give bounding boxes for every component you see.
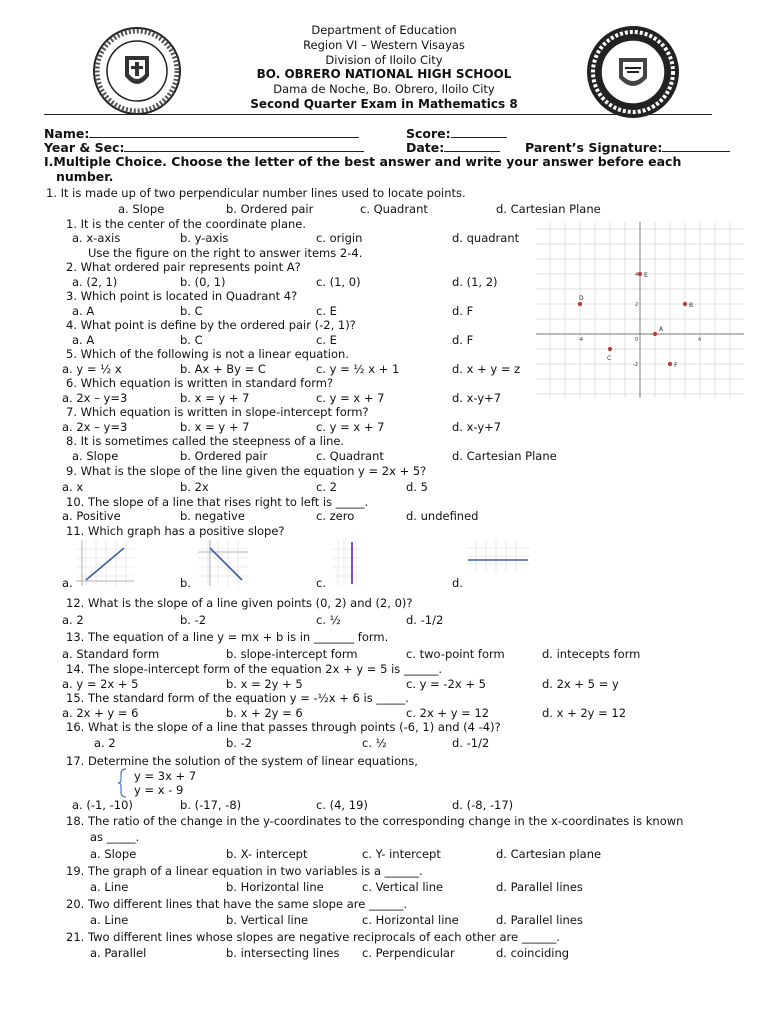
point-label-e: E xyxy=(644,272,648,279)
question-stem-continued: as _____. xyxy=(90,830,140,844)
division-name: Division of Iloilo City xyxy=(325,53,443,67)
choice-a: a. x-axis xyxy=(72,231,121,245)
instructions-line2: number. xyxy=(56,169,114,184)
question-stem: 15. The standard form of the equation y = -½x + 6 is _____. xyxy=(66,691,409,705)
region-name: Region VI – Western Visayas xyxy=(303,38,465,52)
choice-d: d. F xyxy=(452,304,474,318)
coordinate-plane-figure xyxy=(536,222,744,398)
parent-signature-field[interactable] xyxy=(525,140,730,155)
choice-b: b. C xyxy=(180,304,203,318)
choice-c: c. Vertical line xyxy=(362,880,444,894)
y-tick-label: 4 xyxy=(635,272,639,278)
choice-b: b. Ax + By = C xyxy=(180,362,266,376)
choice-a: a. (2, 1) xyxy=(72,275,118,289)
point-label-c: C xyxy=(607,355,612,362)
choice-a: a. 2x – y=3 xyxy=(62,391,128,405)
point-c xyxy=(608,347,612,351)
point-e xyxy=(638,272,642,276)
choice-a: a. 2x + y = 6 xyxy=(62,706,139,720)
question-stem: 17. Determine the solution of the system of linear equations, xyxy=(66,754,418,768)
question-stem: 19. The graph of a linear equation in two variables is a ______. xyxy=(66,864,423,878)
choice-d: d. F xyxy=(452,333,474,347)
question-stem: 14. The slope-intercept form of the equation 2x + y = 5 is ______. xyxy=(66,662,443,676)
question-stem: 4. What point is define by the ordered pair (-2, 1)? xyxy=(66,318,356,332)
question-stem: 6. Which equation is written in standard form? xyxy=(66,376,334,390)
choice-a: a. Slope xyxy=(90,847,137,861)
choice-d: d. x-y+7 xyxy=(452,420,502,434)
choice-a: a. A xyxy=(72,333,95,347)
figure-instruction: Use the figure on the right to answer items 2-4. xyxy=(88,246,363,260)
question-stem: 8. It is sometimes called the steepness of a line. xyxy=(66,434,345,448)
choice-c: c. 2 xyxy=(316,480,337,494)
question-stem: 20. Two different lines that have the same slope are ______. xyxy=(66,897,408,911)
choice-b: b. Vertical line xyxy=(226,913,309,927)
school-name: BO. OBRERO NATIONAL HIGH SCHOOL xyxy=(256,67,512,81)
choice-c: c. (1, 0) xyxy=(316,275,361,289)
x-tick-label: -4 xyxy=(578,337,583,343)
origin-label: 0 xyxy=(635,337,639,343)
choice-b: b. 2x xyxy=(180,480,209,494)
choice-b: b. Ordered pair xyxy=(180,449,268,463)
parent-signature-label: Parent’s Signature: xyxy=(525,140,663,155)
choice-a: a. xyxy=(62,576,73,590)
choice-b: b. xyxy=(180,576,191,590)
choice-b: b. (-17, -8) xyxy=(180,798,242,812)
choice-d: d. 5 xyxy=(406,480,428,494)
choice-d: d. quadrant xyxy=(452,231,520,245)
choice-c: c. Perpendicular xyxy=(362,946,455,960)
choice-d: d. Cartesian plane xyxy=(496,847,602,861)
choice-c: c. Horizontal line xyxy=(362,913,459,927)
point-label-d: D xyxy=(579,295,584,302)
question-intro-choice-d: d. Cartesian Plane xyxy=(496,202,601,216)
choice-a: a. Slope xyxy=(72,449,119,463)
graph-b-negative-slope xyxy=(198,540,248,586)
choice-d: d. Parallel lines xyxy=(496,880,583,894)
instructions-line1: I.Multiple Choice. Choose the letter of the best answer and write your answer before each xyxy=(44,154,682,169)
question-intro-choice-a: a. Slope xyxy=(118,202,165,216)
choice-b: b. Horizontal line xyxy=(226,880,324,894)
question-intro-choice-b: b. Ordered pair xyxy=(226,202,314,216)
choice-c: c. E xyxy=(316,304,337,318)
graph-c-vertical-line xyxy=(332,540,362,586)
name-label: Name: xyxy=(44,126,90,141)
system-equation-1: y = 3x + 7 xyxy=(134,769,197,783)
year-sec-field[interactable] xyxy=(44,140,364,155)
choice-d: d. -1/2 xyxy=(406,613,444,627)
brace-icon xyxy=(118,768,128,798)
choice-c: c. E xyxy=(316,333,337,347)
choice-c: c. ½ xyxy=(316,613,341,627)
choice-b: b. -2 xyxy=(226,736,253,750)
question-stem: 2. What ordered pair represents point A? xyxy=(66,260,301,274)
choice-c: c. ½ xyxy=(362,736,387,750)
choice-d: d. Parallel lines xyxy=(496,913,583,927)
x-tick-label: 4 xyxy=(698,337,702,343)
question-stem: 7. Which equation is written in slope-intercept form? xyxy=(66,405,369,419)
y-tick-label: 2 xyxy=(635,302,639,308)
point-b xyxy=(683,302,687,306)
name-field[interactable] xyxy=(44,126,359,141)
choice-b: b. negative xyxy=(180,509,245,523)
choice-a: a. A xyxy=(72,304,95,318)
choice-c: c. y = x + 7 xyxy=(316,391,385,405)
school-address: Dama de Noche, Bo. Obrero, Iloilo City xyxy=(273,82,495,96)
choice-d: d. intecepts form xyxy=(542,647,641,661)
choice-a: a. y = 2x + 5 xyxy=(62,677,139,691)
choice-b: b. X- intercept xyxy=(226,847,308,861)
header-divider xyxy=(44,114,712,115)
choice-c: c. y = ½ x + 1 xyxy=(316,362,400,376)
choice-c: c. xyxy=(316,576,326,590)
choice-c: c. origin xyxy=(316,231,363,245)
choice-d: d. 2x + 5 = y xyxy=(542,677,619,691)
question-stem: 13. The equation of a line y = mx + b is in _______ form. xyxy=(66,630,389,644)
score-label: Score: xyxy=(406,126,451,141)
question-stem: 5. Which of the following is not a linear equation. xyxy=(66,347,349,361)
question-stem: 11. Which graph has a positive slope? xyxy=(66,524,285,538)
question-stem: 21. Two different lines whose slopes are negative reciprocals of each other are ______. xyxy=(66,930,560,944)
question-stem: 10. The slope of a line that rises right to left is _____. xyxy=(66,495,369,509)
choice-a: a. x xyxy=(62,480,84,494)
department-name: Department of Education xyxy=(311,23,457,37)
point-label-a: A xyxy=(659,326,664,333)
question-stem: 1. It is the center of the coordinate plane. xyxy=(66,217,307,231)
question-stem: 3. Which point is located in Quadrant 4? xyxy=(66,289,298,303)
choice-d: d. x-y+7 xyxy=(452,391,502,405)
choice-b: b. (0, 1) xyxy=(180,275,226,289)
choice-c: c. two-point form xyxy=(406,647,505,661)
choice-a: a. Standard form xyxy=(62,647,160,661)
exam-title: Second Quarter Exam in Mathematics 8 xyxy=(250,97,518,111)
choice-c: c. y = x + 7 xyxy=(316,420,385,434)
choice-a: a. (-1, -10) xyxy=(72,798,133,812)
choice-b: b. x = y + 7 xyxy=(180,420,250,434)
date-label: Date: xyxy=(406,140,445,155)
choice-a: a. y = ½ x xyxy=(62,362,122,376)
choice-b: b. x = 2y + 5 xyxy=(226,677,303,691)
choice-b: b. C xyxy=(180,333,203,347)
choice-d: d. x + 2y = 12 xyxy=(542,706,627,720)
choice-c: c. Y- intercept xyxy=(362,847,441,861)
question-stem: 9. What is the slope of the line given the equation y = 2x + 5? xyxy=(66,464,427,478)
score-field[interactable] xyxy=(406,126,507,141)
choice-a: a. 2 xyxy=(62,613,84,627)
year-sec-label: Year & Sec: xyxy=(44,140,125,155)
choice-a: a. Positive xyxy=(62,509,121,523)
choice-a: a. Line xyxy=(90,880,129,894)
choice-b: b. slope-intercept form xyxy=(226,647,358,661)
choice-a: a. 2 xyxy=(94,736,116,750)
choice-b: b. -2 xyxy=(180,613,207,627)
graph-a-positive-slope xyxy=(76,540,134,586)
choice-b: b. x = y + 7 xyxy=(180,391,250,405)
question-intro-stem: 1. It is made up of two perpendicular number lines used to locate points. xyxy=(46,186,466,200)
point-label-f: F xyxy=(674,362,678,369)
choice-d: d. (-8, -17) xyxy=(452,798,514,812)
choice-a: a. Line xyxy=(90,913,129,927)
choice-c: c. 2x + y = 12 xyxy=(406,706,490,720)
point-f xyxy=(668,362,672,366)
choice-b: b. y-axis xyxy=(180,231,229,245)
point-d xyxy=(578,302,582,306)
choice-d: d. x + y = z xyxy=(452,362,521,376)
y-tick-label: -2 xyxy=(633,362,638,368)
choice-b: b. x + 2y = 6 xyxy=(226,706,303,720)
choice-d: d. (1, 2) xyxy=(452,275,498,289)
question-intro-choice-c: c. Quadrant xyxy=(360,202,428,216)
point-a xyxy=(653,332,657,336)
choice-d: d. Cartesian Plane xyxy=(452,449,557,463)
choice-d: d. undefined xyxy=(406,509,479,523)
choice-a: a. Parallel xyxy=(90,946,147,960)
choice-d: d. -1/2 xyxy=(452,736,490,750)
date-field[interactable] xyxy=(406,140,500,155)
question-stem: 18. The ratio of the change in the y-coordinates to the corresponding change in the x-coordinates is known xyxy=(66,814,684,828)
choice-c: c. zero xyxy=(316,509,355,523)
choice-d: d. xyxy=(452,576,463,590)
choice-c: c. (4, 19) xyxy=(316,798,368,812)
choice-c: c. y = -2x + 5 xyxy=(406,677,486,691)
choice-a: a. 2x – y=3 xyxy=(62,420,128,434)
choice-c: c. Quadrant xyxy=(316,449,384,463)
question-stem: 16. What is the slope of a line that passes through points (-6, 1) and (4 -4)? xyxy=(66,720,501,734)
choice-b: b. intersecting lines xyxy=(226,946,340,960)
point-label-b: B xyxy=(689,302,694,309)
question-stem: 12. What is the slope of a line given points (0, 2) and (2, 0)? xyxy=(66,596,413,610)
choice-d: d. coinciding xyxy=(496,946,570,960)
graph-d-horizontal-line xyxy=(466,540,530,572)
system-equation-2: y = x - 9 xyxy=(134,783,184,797)
